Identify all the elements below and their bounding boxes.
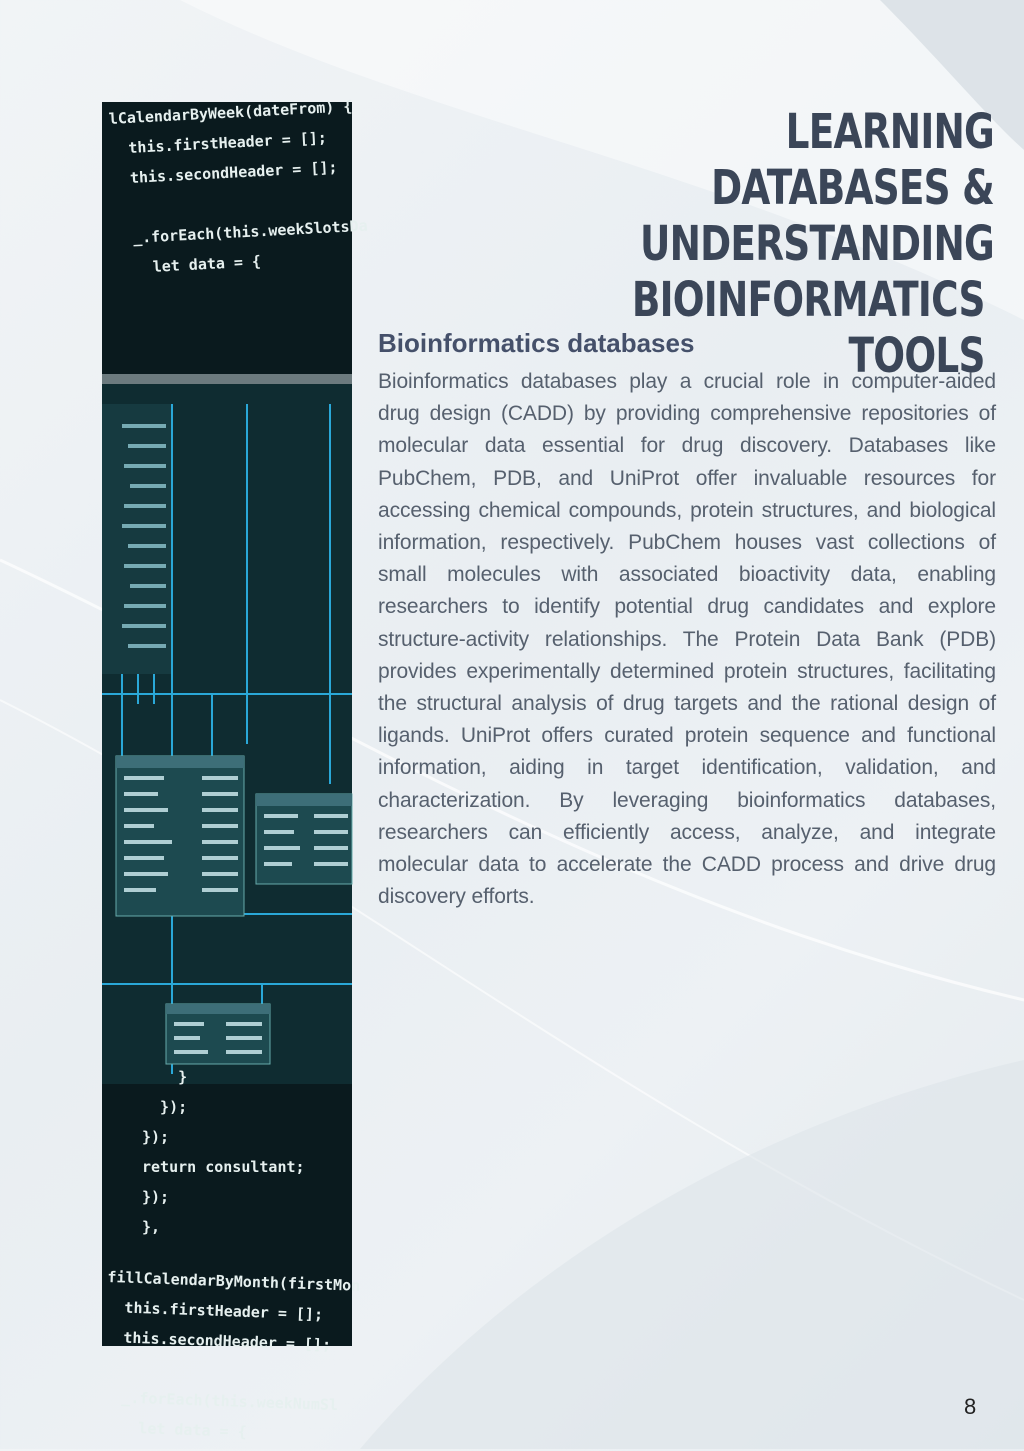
- page-number: 8: [964, 1394, 977, 1419]
- section-body-text: Bioinformatics databases play a crucial role in computer-aided drug design (CADD) by providing comprehensive repositories of molecular data essential for drug discovery. Databases like PubChem, PDB, and UniProt offer invaluable resources for accessing chemical compounds, protein structures, and biological information, respectively. PubChem houses vast collections of small molecules with associated bioactivity data, enabling researchers to identify potential drug candidates and explore structure-activity relationships. The Protein Data Bank (PDB) provides experimentally determined protein structures, facilitating the structural analysis of drug targets and the rational design of ligands. UniProt offers curated protein sequence and functional information, aiding in target identification, validation, and characterization. By leveraging bioinformatics databases, researchers can efficiently access, analyze, and integrate molecular data to accelerate the CADD process and drive drug discovery efforts.: [378, 370, 996, 909]
- code-snippet-middle: } }); }); return consultant; }); },: [142, 1068, 305, 1236]
- code-snippet-bottom: fillCalendarByMonth(firstMon this.firstHeader = []; this.secondHeader = []; _.forEach(this.weekNumSl let data = {: [101, 1267, 361, 1441]
- page-title-line-3: BIOINFORMATICS TOOLS: [631, 272, 985, 384]
- page-title-line-2: UNDERSTANDING: [639, 216, 994, 272]
- code-screenshot-image: [101, 97, 369, 1441]
- page-title-line-1: LEARNING DATABASES &: [711, 104, 994, 216]
- code-snippet-top: lCalendarByWeek(dateFrom) { this.firstHeader = []; this.secondHeader = []; _.forEach(this.weekSlotsDa let data = {: [108, 97, 369, 278]
- section-heading: Bioinformatics databases: [378, 328, 695, 358]
- database-schema-screen: [102, 374, 352, 1084]
